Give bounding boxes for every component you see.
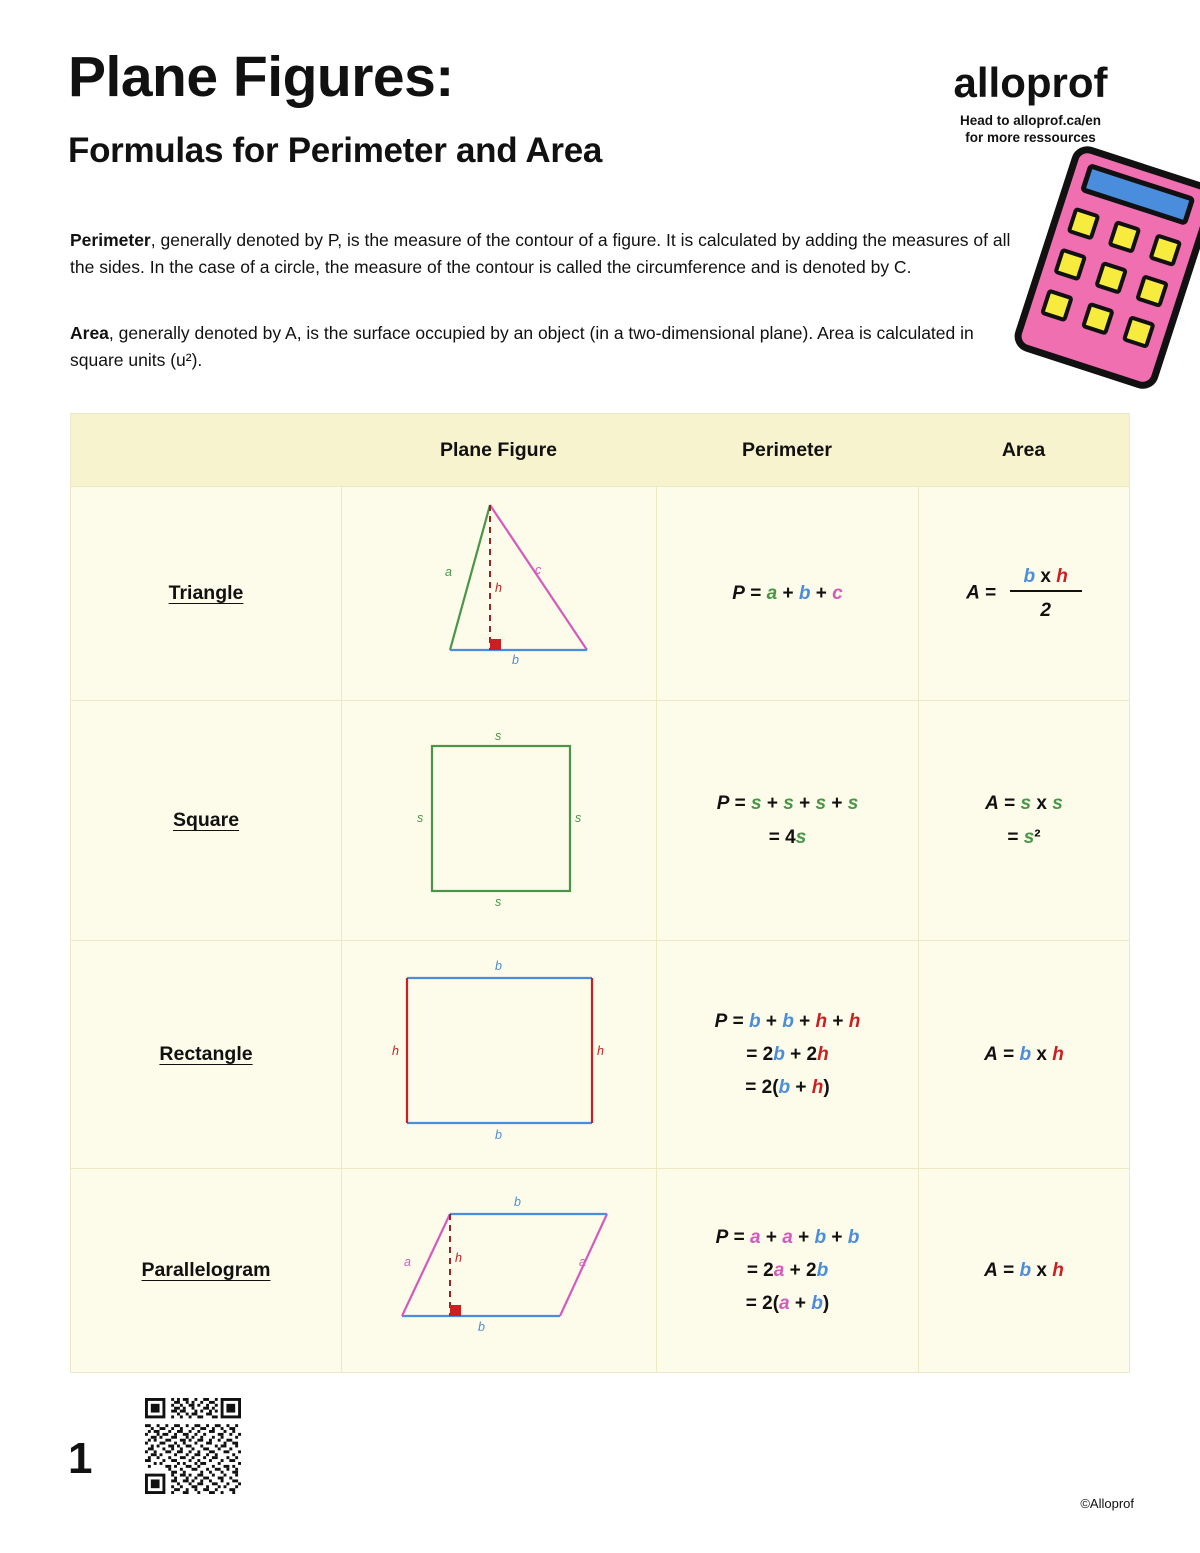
- rectangle-area-formula: A = b x h: [918, 941, 1129, 1168]
- square-area-formula: A = s x s = s²: [918, 701, 1129, 940]
- square-label-top: s: [495, 729, 502, 743]
- formulas-table: [70, 413, 1130, 1373]
- parallelogram-label-left: a: [404, 1255, 411, 1269]
- table-row: [71, 486, 1129, 700]
- parallelogram-label-right: a: [579, 1255, 586, 1269]
- parallelogram-label-bottom: b: [478, 1320, 485, 1334]
- parallelogram-drawing: [342, 1169, 657, 1373]
- figure-name: Triangle: [168, 582, 244, 604]
- triangle-label-a: a: [445, 565, 452, 579]
- square-figure: [341, 701, 656, 940]
- rectangle-figure: [341, 941, 656, 1168]
- brand-tagline: for more ressources: [965, 129, 1096, 145]
- brand-url-line: Head to alloprof.ca/en: [959, 113, 1102, 128]
- header-area: Area: [1001, 438, 1046, 461]
- page-number: 1: [68, 1434, 93, 1483]
- rectangle-label-top: b: [495, 959, 502, 973]
- square-label-right: s: [575, 811, 582, 825]
- row-label-parallelogram: [71, 1169, 341, 1372]
- parallelogram-figure: [341, 1169, 656, 1372]
- triangle-area-formula: $A = \frac{\text{b x h}}{2}$: [918, 487, 1129, 700]
- table-row: [71, 700, 1129, 940]
- triangle-label-b: b: [512, 653, 519, 667]
- figure-name: Rectangle: [159, 1043, 253, 1065]
- row-label-rectangle: [71, 941, 341, 1168]
- intro-paragraph-perimeter: [70, 227, 1030, 281]
- page-title: Plane Figures:: [68, 45, 454, 109]
- square-perimeter-formula: P = s + s + s + s = 4s: [656, 701, 918, 940]
- parallelogram-label-top: b: [514, 1195, 521, 1209]
- table-header-row: [71, 414, 1129, 486]
- triangle-label-c: c: [535, 563, 542, 577]
- rectangle-label-bottom: b: [495, 1128, 502, 1142]
- area-term: Area: [70, 323, 109, 343]
- header-perimeter: Perimeter: [742, 438, 832, 461]
- triangle-figure: [341, 487, 656, 700]
- row-label-square: [71, 701, 341, 940]
- header-plane-figure: Plane Figure: [439, 438, 558, 461]
- intro-paragraph-area: [70, 320, 1030, 374]
- table-row: [71, 1168, 1129, 1372]
- alloprof-logo: alloprof: [953, 59, 1108, 106]
- parallelogram-perimeter-formula: P = a + a + b + b = 2a + 2b = 2(a + b): [656, 1169, 918, 1372]
- triangle-label-h: h: [495, 581, 502, 595]
- row-label-triangle: [71, 487, 341, 700]
- page-subtitle: Formulas for Perimeter and Area: [68, 131, 603, 170]
- copyright-notice: ©Alloprof: [1080, 1496, 1134, 1511]
- perimeter-term: Perimeter: [70, 230, 151, 250]
- table-row: [71, 940, 1129, 1168]
- figure-name: Parallelogram: [141, 1259, 271, 1281]
- area-definition: , generally denoted by A, is the surface occupied by an object (in a two-dimensional plane). Area is calculated in square units (u²).: [70, 323, 974, 371]
- figure-name: Square: [172, 809, 240, 831]
- perimeter-definition: , generally denoted by P, is the measure of the contour of a figure. It is calculated by adding the measures of all the sides. In the case of a circle, the measure of the contour is called the circumference and is denoted by C.: [70, 230, 1011, 278]
- square-label-bottom: s: [495, 895, 502, 909]
- calculator-icon: [1010, 142, 1200, 393]
- parallelogram-area-formula: A = b x h: [918, 1169, 1129, 1372]
- qr-code[interactable]: [145, 1398, 241, 1494]
- square-label-left: s: [417, 811, 424, 825]
- brand-block: [923, 59, 1138, 147]
- parallelogram-label-height: h: [455, 1251, 462, 1265]
- rectangle-perimeter-formula: P = b + b + h + h = 2b + 2h = 2(b + h): [656, 941, 918, 1168]
- rectangle-label-right: h: [597, 1044, 604, 1058]
- triangle-perimeter-formula: P = a + b + c: [656, 487, 918, 700]
- rectangle-label-left: h: [392, 1044, 399, 1058]
